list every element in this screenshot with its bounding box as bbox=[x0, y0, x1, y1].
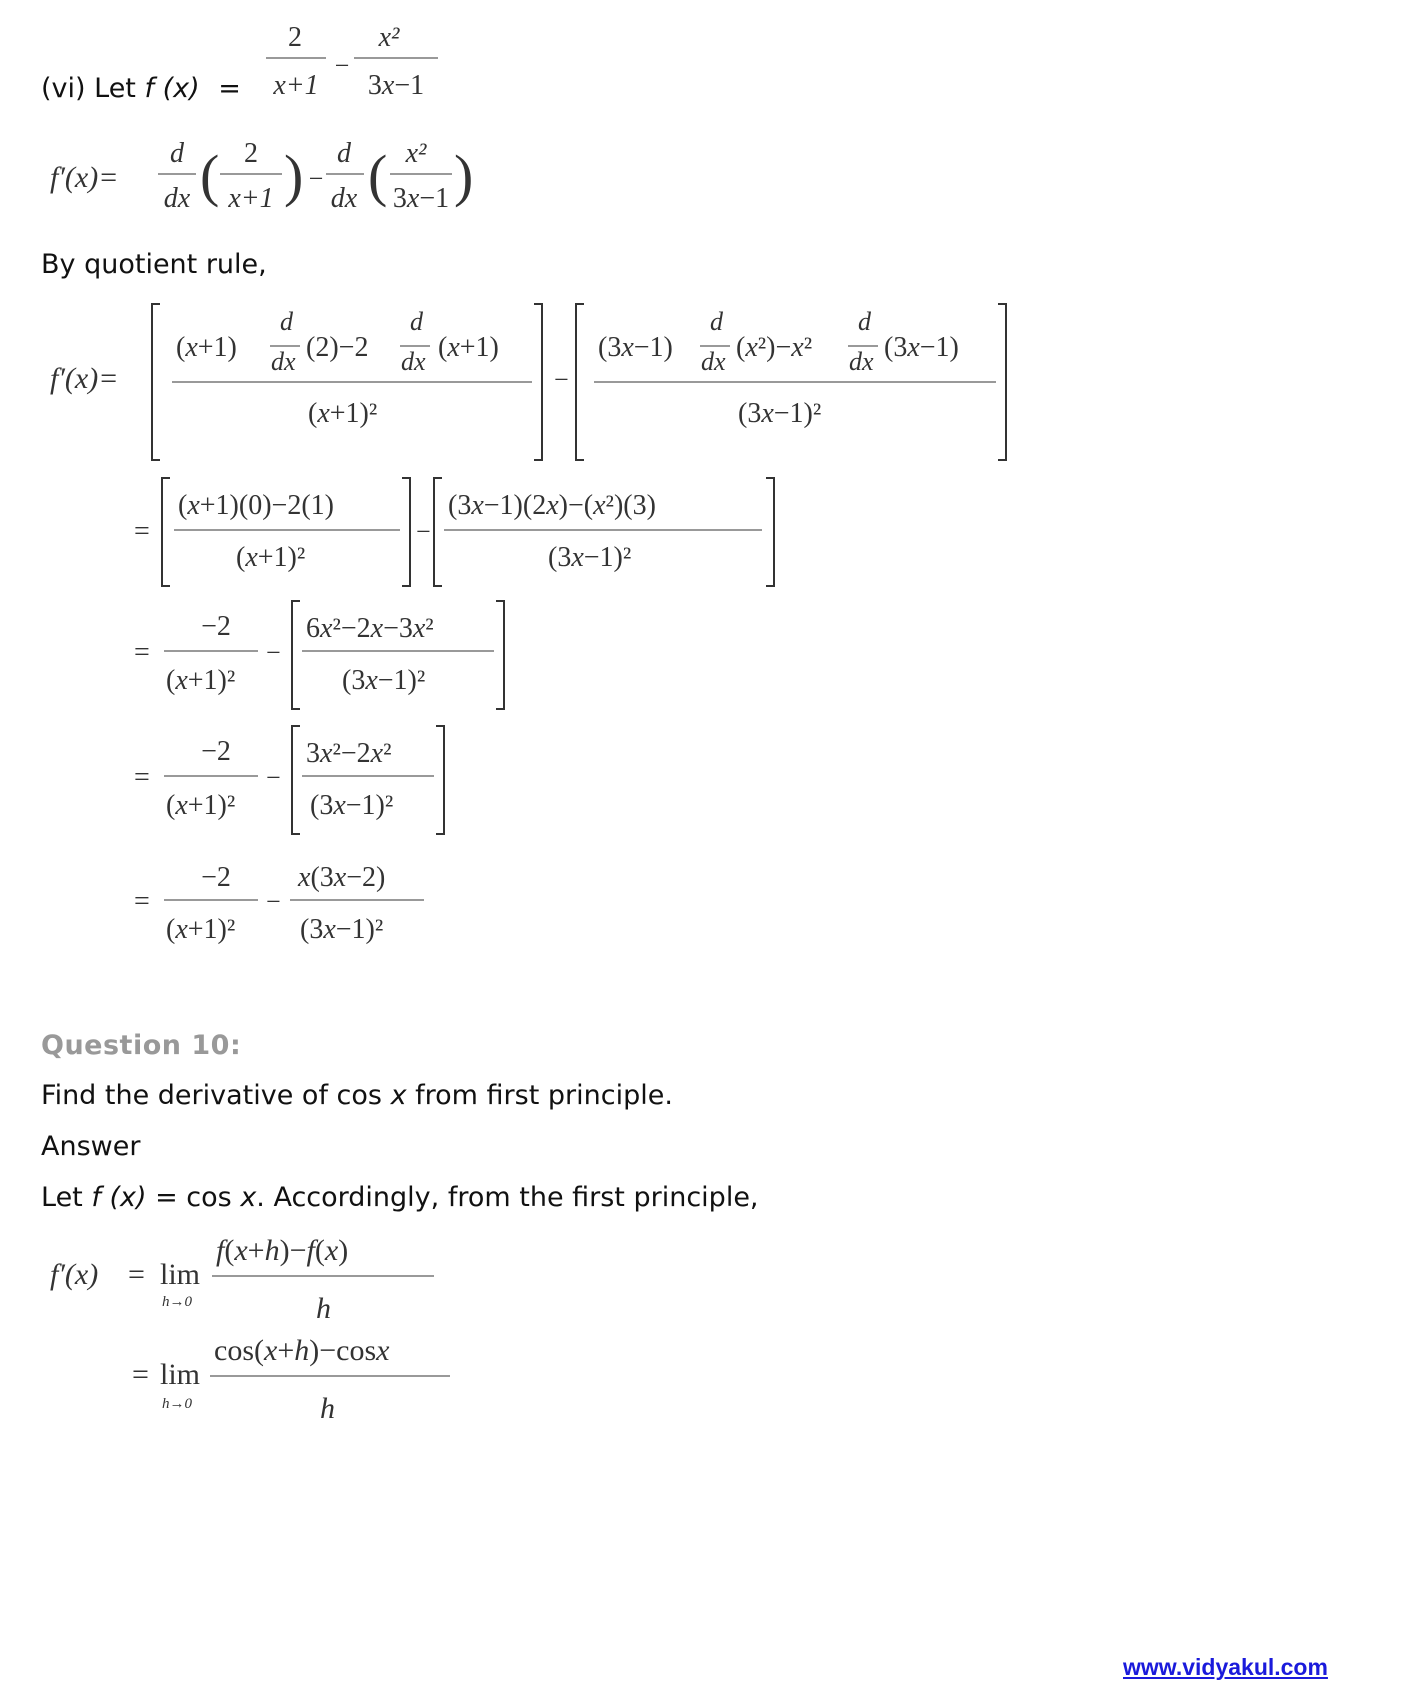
svg-text:dx: dx bbox=[271, 347, 296, 376]
svg-text:x+1: x+1 bbox=[273, 70, 319, 101]
svg-text:f′(x): f′(x) bbox=[50, 1258, 99, 1291]
svg-text:f(x+h)−f(x): f(x+h)−f(x) bbox=[216, 1234, 349, 1267]
svg-text:(x+1)²: (x+1)² bbox=[166, 665, 236, 696]
svg-text:−2: −2 bbox=[201, 862, 231, 893]
svg-text:(x+1)(0)−2(1): (x+1)(0)−2(1) bbox=[178, 490, 334, 521]
svg-text:): ) bbox=[454, 143, 474, 208]
question-text-after: from first principle. bbox=[406, 1080, 673, 1111]
svg-text:(x+1): (x+1) bbox=[176, 332, 237, 363]
svg-text:d: d bbox=[710, 307, 723, 336]
svg-text:(3x−1)²: (3x−1)² bbox=[310, 790, 394, 821]
svg-text:−: − bbox=[416, 517, 431, 546]
part-vi-definition-formula bbox=[262, 14, 442, 109]
svg-text:3x−1: 3x−1 bbox=[392, 183, 450, 214]
svg-text:(3x−1)²: (3x−1)² bbox=[738, 398, 822, 429]
svg-text:lim: lim bbox=[160, 1358, 201, 1391]
svg-text:(x+1): (x+1) bbox=[438, 332, 499, 363]
limit-formula-1-svg bbox=[48, 1232, 468, 1332]
part-vi-label: (vi) Let bbox=[41, 73, 145, 104]
svg-text:x(3x−2): x(3x−2) bbox=[298, 862, 386, 893]
svg-text:−: − bbox=[266, 638, 281, 667]
svg-text:(: ( bbox=[368, 143, 388, 208]
svg-text:(x+1)²: (x+1)² bbox=[166, 914, 236, 945]
svg-text:(3x−1)²: (3x−1)² bbox=[300, 914, 384, 945]
let-suffix-1: = cos bbox=[146, 1182, 241, 1213]
svg-text:6x²−2x−3x²: 6x²−2x−3x² bbox=[306, 613, 434, 644]
part-vi-equals: = bbox=[218, 73, 241, 104]
svg-text:f′(x)=: f′(x)= bbox=[50, 161, 119, 194]
svg-text:−2: −2 bbox=[201, 611, 231, 642]
svg-text:(x+1)²: (x+1)² bbox=[236, 542, 306, 573]
svg-text:d: d bbox=[280, 307, 293, 336]
let-suffix-2: . Accordingly, from the first principle, bbox=[256, 1182, 759, 1213]
svg-text:(3x−1)²: (3x−1)² bbox=[342, 665, 426, 696]
svg-text:−: − bbox=[266, 887, 281, 916]
svg-text:dx: dx bbox=[163, 183, 191, 214]
svg-text:3x²−2x²: 3x²−2x² bbox=[306, 738, 392, 769]
svg-text:d: d bbox=[337, 138, 351, 169]
step-3-formula bbox=[130, 597, 550, 722]
svg-text:d: d bbox=[858, 307, 871, 336]
svg-text:dx: dx bbox=[849, 347, 874, 376]
svg-text:=: = bbox=[134, 637, 150, 668]
step-4-svg bbox=[130, 722, 490, 842]
svg-text:(3x−1): (3x−1) bbox=[884, 332, 959, 363]
svg-text:(x+1)²: (x+1)² bbox=[308, 398, 378, 429]
step-2-svg bbox=[130, 474, 790, 594]
let-var: x bbox=[240, 1182, 257, 1213]
part-vi-derivative-formula bbox=[48, 127, 488, 232]
step-5-svg bbox=[130, 852, 450, 962]
svg-text:−: − bbox=[266, 763, 281, 792]
part-vi-intro bbox=[41, 73, 241, 105]
svg-text:h→0: h→0 bbox=[162, 1396, 192, 1412]
svg-text:x²: x² bbox=[405, 138, 427, 169]
svg-text:d: d bbox=[410, 307, 423, 336]
part-vi-definition-svg bbox=[262, 14, 442, 104]
svg-text:f′(x)=: f′(x)= bbox=[50, 362, 119, 395]
part-vi-fx: f (x) bbox=[144, 73, 200, 104]
question-text-before: Find the derivative of cos bbox=[41, 1080, 391, 1111]
svg-text:3x−1: 3x−1 bbox=[367, 70, 425, 101]
answer-let-line bbox=[41, 1182, 759, 1214]
question-heading: Question 10: bbox=[41, 1030, 242, 1061]
question-text-var: x bbox=[390, 1080, 407, 1111]
svg-text:dx: dx bbox=[701, 347, 726, 376]
vidyakul-website-link[interactable]: www.vidyakul.com bbox=[1123, 1654, 1328, 1680]
step-3-svg bbox=[130, 597, 550, 717]
svg-text:−: − bbox=[554, 365, 569, 394]
svg-text:dx: dx bbox=[330, 183, 358, 214]
quotient-rule-label: By quotient rule, bbox=[41, 249, 267, 280]
limit-formula-2-svg bbox=[130, 1330, 470, 1430]
let-fx: f (x) bbox=[91, 1182, 147, 1213]
part-vi-derivative-svg bbox=[48, 127, 488, 227]
svg-text:2: 2 bbox=[288, 22, 302, 53]
step-5-formula bbox=[130, 852, 450, 967]
svg-text:(2)−2: (2)−2 bbox=[306, 332, 369, 363]
step-1-formula bbox=[48, 298, 1028, 473]
svg-text:(3x−1)(2x)−(x²)(3): (3x−1)(2x)−(x²)(3) bbox=[448, 490, 656, 521]
svg-text:(3x−1)²: (3x−1)² bbox=[548, 542, 632, 573]
svg-text:(3x−1): (3x−1) bbox=[598, 332, 673, 363]
svg-text:(x²)−x²: (x²)−x² bbox=[736, 332, 813, 363]
svg-text:=: = bbox=[128, 1258, 145, 1291]
svg-text:=: = bbox=[134, 516, 150, 547]
svg-text:2: 2 bbox=[244, 138, 258, 169]
let-prefix: Let bbox=[41, 1182, 92, 1213]
svg-text:h: h bbox=[316, 1292, 331, 1325]
svg-text:x²: x² bbox=[378, 22, 400, 53]
limit-formula-1 bbox=[48, 1232, 468, 1337]
svg-text:x+1: x+1 bbox=[228, 183, 274, 214]
svg-text:−2: −2 bbox=[201, 736, 231, 767]
svg-text:=: = bbox=[132, 1358, 149, 1391]
limit-formula-2 bbox=[130, 1330, 470, 1435]
svg-text:(: ( bbox=[200, 143, 220, 208]
svg-text:): ) bbox=[284, 143, 304, 208]
step-4-formula bbox=[130, 722, 490, 847]
svg-text:d: d bbox=[170, 138, 184, 169]
svg-text:h: h bbox=[320, 1392, 335, 1425]
svg-text:(x+1)²: (x+1)² bbox=[166, 790, 236, 821]
step-2-formula bbox=[130, 474, 790, 599]
step-1-svg bbox=[48, 298, 1028, 468]
svg-text:=: = bbox=[134, 762, 150, 793]
question-text bbox=[41, 1080, 673, 1112]
svg-text:h→0: h→0 bbox=[162, 1294, 192, 1310]
answer-label: Answer bbox=[41, 1131, 141, 1162]
svg-text:lim: lim bbox=[160, 1258, 201, 1291]
svg-text:−: − bbox=[334, 51, 350, 80]
svg-text:cos(x+h)−cosx: cos(x+h)−cosx bbox=[214, 1334, 390, 1367]
svg-text:−: − bbox=[308, 164, 324, 193]
svg-text:=: = bbox=[134, 886, 150, 917]
svg-text:dx: dx bbox=[401, 347, 426, 376]
